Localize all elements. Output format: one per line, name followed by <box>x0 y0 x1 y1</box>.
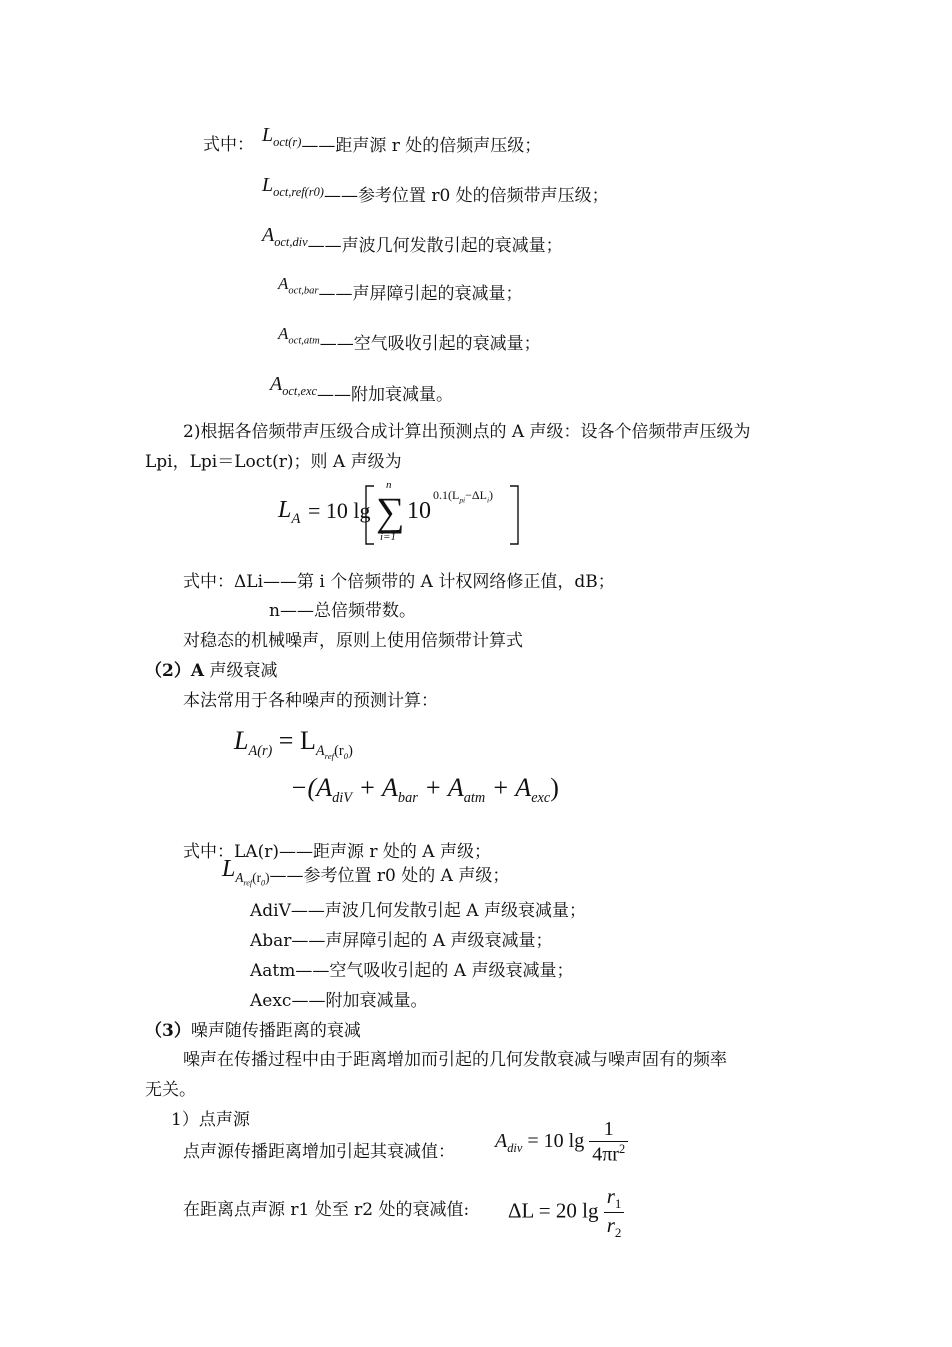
def3-ref-row: $L_{A_{ref}(r_0)}——$参考位置 r0 处的 A 声级； <box>222 856 510 888</box>
section3-line1: 噪声在传播过程中由于距离增加而引起的几何发散衰减与噪声固有的频率 <box>183 1050 727 1070</box>
def3-item: AdiV——声波几何发散引起 A 声级衰减量； <box>250 901 586 921</box>
def2-line2: n——总倍频带数。 <box>269 601 416 621</box>
section2-intro: 本法常用于各种噪声的预测计算： <box>183 691 438 711</box>
eq1-sum-top: n <box>386 479 392 491</box>
def3-item: Abar——声屏障引起的 A 声级衰减量； <box>250 931 553 951</box>
def-symbol: $A_{oct,bar}$ <box>278 274 319 297</box>
def3-item: Aatm——空气吸收引起的 A 声级衰减量； <box>250 961 574 981</box>
section2-heading: （2）A 声级衰减 <box>145 661 278 681</box>
eq2-line1: $L_{A(r)} = L_{A_{ref}(r_0)}$ <box>234 726 353 762</box>
def-row: $A_{oct,atm}——$空气吸收引起的衰减量； <box>278 324 541 354</box>
def-row: $A_{oct,exc}——$附加衰减量。 <box>270 373 453 405</box>
eq3-fraction: $\frac{1}{4\pi r^2}$ <box>589 1118 628 1167</box>
point-source-heading: 1）点声源 <box>171 1110 250 1130</box>
def-row: $A_{oct,div}——$声波几何发散引起的衰减量； <box>262 224 563 256</box>
steady-note: 对稳态的机械噪声，原则上使用倍频带计算式 <box>183 631 523 651</box>
def3-ref-symbol: $L_{A_{ref}(r_0)}$ <box>222 856 270 888</box>
eq3: $A_{div} = 10$ lg $\frac{1}{4\pi r^2}$ <box>495 1118 628 1167</box>
def-intro-1: 式中： <box>203 135 254 155</box>
section3-line2: 无关。 <box>145 1080 196 1100</box>
def-row: $L_{oct(r)}——$距声源 r 处的倍频声压级； <box>262 124 542 156</box>
def-symbol: $L_{oct,ref(r0)}$ <box>262 174 324 199</box>
eq1-sum-bottom: i=1 <box>380 531 396 543</box>
def-row: $L_{oct,ref(r0)}——$参考位置 r0 处的倍频带声压级； <box>262 174 609 206</box>
para2-line2: Lpi，Lpi＝Loct(r)；则 A 声级为 <box>145 452 402 472</box>
def-symbol: $A_{oct,exc}$ <box>270 373 317 398</box>
point-source-text2: 在距离点声源 r1 处至 r2 处的衰减值: <box>183 1200 470 1220</box>
para2-line1: 2)根据各倍频带声压级合成计算出预测点的 A 声级：设各个倍频带声压级为 <box>183 422 751 442</box>
eq1-exponent: $0.1(L_{pi}-\Delta L_i)$ <box>433 488 494 505</box>
eq4-fraction: $\frac{r_1}{r_2}$ <box>604 1184 625 1241</box>
eq2-line2: $-(A_{diV} + A_{bar} + A_{atm} + A_{exc})$ <box>290 773 559 807</box>
point-source-text1: 点声源传播距离增加引起其衰减值： <box>183 1142 455 1162</box>
eq1-equals: = 10 lg <box>308 498 371 523</box>
section3-heading: （3）噪声随传播距离的衰减 <box>145 1021 361 1041</box>
sum-symbol-icon: ∑ <box>376 489 405 534</box>
def-row: $A_{oct,bar}——$声屏障引起的衰减量； <box>278 274 523 304</box>
eq4: ΔL = 20 lg $\frac{r_1}{r_2}$ <box>508 1184 624 1241</box>
def-symbol: $A_{oct,atm}$ <box>278 324 320 347</box>
def-intro-3: 式中：LA(r)——距声源 r 处的 A 声级； <box>183 842 491 862</box>
def-symbol: $L_{oct(r)}$ <box>262 124 302 149</box>
def-intro-2: 式中：ΔLi——第 i 个倍频带的 A 计权网络修正值，dB； <box>183 572 615 592</box>
eq1-base: 10 <box>407 498 431 524</box>
def-symbol: $A_{oct,div}$ <box>262 224 308 249</box>
eq1-lhs: $L_A$ <box>278 497 301 527</box>
def3-item: Aexc——附加衰减量。 <box>250 991 428 1011</box>
